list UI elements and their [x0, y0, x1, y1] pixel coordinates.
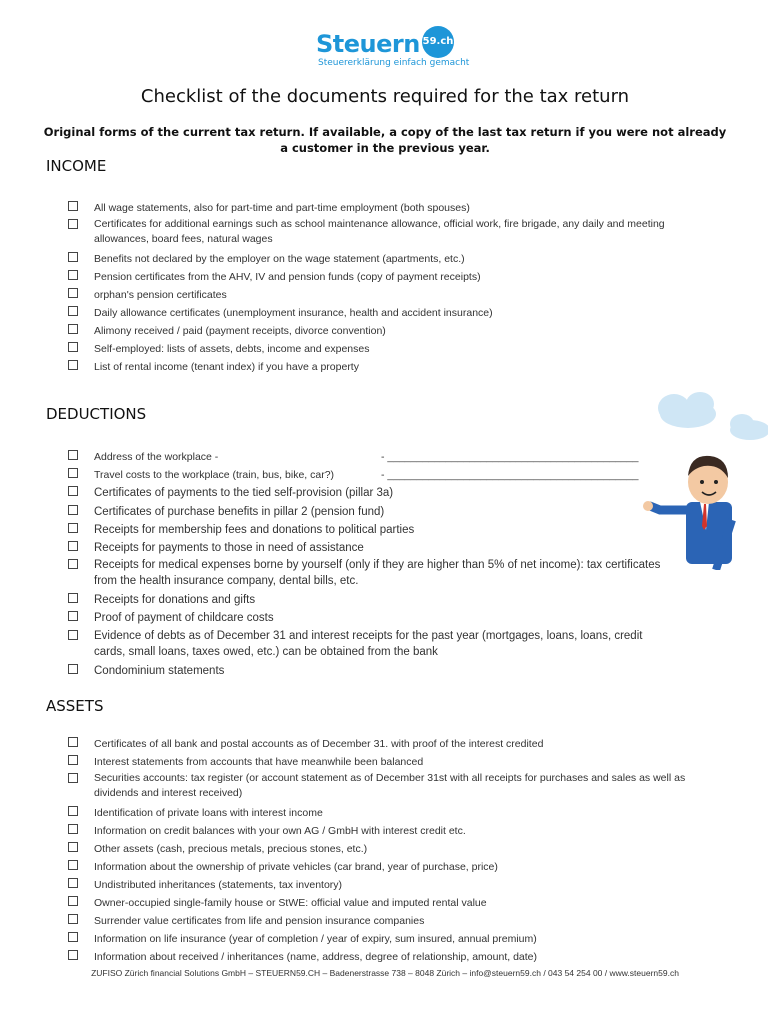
- checkbox-icon[interactable]: [68, 593, 78, 603]
- asset-item[interactable]: Information about received / inheritances (name, address, degree of relationship, amount, date): [68, 948, 693, 966]
- income-item[interactable]: orphan's pension certificates: [68, 286, 688, 304]
- checkbox-icon[interactable]: [68, 486, 78, 496]
- checkbox-icon[interactable]: [68, 468, 78, 478]
- checkbox-icon[interactable]: [68, 860, 78, 870]
- deduction-item[interactable]: Certificates of payments to the tied self-provision (pillar 3a): [68, 484, 668, 502]
- checkbox-icon[interactable]: [68, 932, 78, 942]
- checkbox-icon[interactable]: [68, 842, 78, 852]
- income-item[interactable]: Alimony received / paid (payment receipts, divorce convention): [68, 322, 688, 340]
- income-item[interactable]: List of rental income (tenant index) if you have a property: [68, 358, 688, 376]
- checkbox-icon[interactable]: [68, 824, 78, 834]
- asset-item[interactable]: Interest statements from accounts that have meanwhile been balanced: [68, 753, 693, 771]
- deduction-item[interactable]: Condominium statements: [68, 662, 668, 680]
- income-heading: INCOME: [46, 157, 107, 175]
- income-item[interactable]: Certificates for additional earnings such as school maintenance allowance, official work, fire brigade, any daily and meeting allowances, board fees, natural wages: [68, 217, 688, 247]
- deduction-item[interactable]: Proof of payment of childcare costs: [68, 609, 668, 627]
- checkbox-icon[interactable]: [68, 914, 78, 924]
- checkbox-icon[interactable]: [68, 201, 78, 211]
- checkbox-icon[interactable]: [68, 288, 78, 298]
- income-item[interactable]: Self-employed: lists of assets, debts, income and expenses: [68, 340, 688, 358]
- asset-item[interactable]: Securities accounts: tax register (or account statement as of December 31st with all receipts for purchases and sales as well as dividends and interest received): [68, 771, 693, 801]
- income-item[interactable]: Benefits not declared by the employer on the wage statement (apartments, etc.): [68, 250, 688, 268]
- asset-item[interactable]: Surrender value certificates from life and pension insurance companies: [68, 912, 693, 930]
- checkbox-icon[interactable]: [68, 950, 78, 960]
- fill-in-line[interactable]: - ___________________________________________: [381, 451, 639, 463]
- checkbox-icon[interactable]: [68, 664, 78, 674]
- checkbox-icon[interactable]: [68, 505, 78, 515]
- deduction-item[interactable]: Evidence of debts as of December 31 and interest receipts for the past year (mortgages, loans, loans, credit cards, small loans, taxes owed, etc.) can be obtained from the bank: [68, 628, 668, 660]
- assets-heading: ASSETS: [46, 697, 104, 715]
- income-item[interactable]: Pension certificates from the AHV, IV and pension funds (copy of payment receipts): [68, 268, 688, 286]
- checkbox-icon[interactable]: [68, 737, 78, 747]
- deductions-heading: DEDUCTIONS: [46, 405, 147, 423]
- asset-item[interactable]: Identification of private loans with interest income: [68, 804, 693, 822]
- asset-item[interactable]: Undistributed inheritances (statements, tax inventory): [68, 876, 693, 894]
- logo-wordmark: Steuern: [316, 30, 420, 58]
- logo-badge: 59.ch: [422, 26, 454, 58]
- checkbox-icon[interactable]: [68, 342, 78, 352]
- asset-item[interactable]: Certificates of all bank and postal accounts as of December 31. with proof of the interest credited: [68, 735, 693, 753]
- deduction-item[interactable]: Receipts for medical expenses borne by yourself (only if they are higher than 5% of net income): tax certificates from the health insurance company, dental bills, etc.: [68, 557, 668, 589]
- asset-item[interactable]: Information on credit balances with your own AG / GmbH with interest credit etc.: [68, 822, 693, 840]
- checkbox-icon[interactable]: [68, 806, 78, 816]
- deductions-list: [68, 448, 668, 680]
- checkbox-icon[interactable]: [68, 611, 78, 621]
- checkbox-icon[interactable]: [68, 306, 78, 316]
- checkbox-icon[interactable]: [68, 559, 78, 569]
- checkbox-icon[interactable]: [68, 450, 78, 460]
- checkbox-icon[interactable]: [68, 252, 78, 262]
- logo-tagline: Steuererklärung einfach gemacht: [318, 58, 470, 68]
- checkbox-icon[interactable]: [68, 360, 78, 370]
- asset-item[interactable]: Information about the ownership of private vehicles (car brand, year of purchase, price): [68, 858, 693, 876]
- asset-item[interactable]: Owner-occupied single-family house or StWE: official value and imputed rental value: [68, 894, 693, 912]
- assets-list: [68, 735, 693, 966]
- checkbox-icon[interactable]: [68, 324, 78, 334]
- page-footer: ZUFISO Zürich financial Solutions GmbH – STEUERN59.CH – Badenerstrasse 738 – 8048 Zürich – info@steuern59.ch / 043 54 254 00 / www.steuern59.ch: [91, 968, 679, 978]
- income-item[interactable]: All wage statements, also for part-time and part-time employment (both spouses): [68, 199, 688, 217]
- checkbox-icon[interactable]: [68, 523, 78, 533]
- checkbox-icon[interactable]: [68, 541, 78, 551]
- asset-item[interactable]: Other assets (cash, precious metals, precious stones, etc.): [68, 840, 693, 858]
- checkbox-icon[interactable]: [68, 773, 78, 783]
- deduction-item[interactable]: Receipts for membership fees and donations to political parties: [68, 521, 668, 539]
- deduction-item[interactable]: Receipts for donations and gifts: [68, 591, 668, 609]
- cloud-icon: [658, 392, 768, 440]
- income-list: [68, 199, 688, 376]
- income-item[interactable]: Daily allowance certificates (unemployment insurance, health and accident insurance): [68, 304, 688, 322]
- checkbox-icon[interactable]: [68, 878, 78, 888]
- checkbox-icon[interactable]: [68, 270, 78, 280]
- fill-in-line[interactable]: - ___________________________________________: [381, 469, 639, 482]
- deduction-item[interactable]: Receipts for payments to those in need of assistance: [68, 539, 668, 557]
- deduction-item[interactable]: Travel costs to the workplace (train, bus, bike, car?) - ___________________________________________: [68, 466, 668, 484]
- page-title: Checklist of the documents required for the tax return: [140, 86, 630, 107]
- page-subtitle: Original forms of the current tax return. If available, a copy of the last tax return if you were not already a customer in the previous year.: [43, 125, 727, 155]
- checkbox-icon[interactable]: [68, 630, 78, 640]
- checkbox-icon[interactable]: [68, 896, 78, 906]
- deduction-item[interactable]: Certificates of purchase benefits in pillar 2 (pension fund): [68, 503, 668, 521]
- deduction-item[interactable]: Address of the workplace - - ___________________________________________: [68, 448, 668, 466]
- checkbox-icon[interactable]: [68, 755, 78, 765]
- checkbox-icon[interactable]: [68, 219, 78, 229]
- asset-item[interactable]: Information on life insurance (year of completion / year of expiry, sum insured, annual premium): [68, 930, 693, 948]
